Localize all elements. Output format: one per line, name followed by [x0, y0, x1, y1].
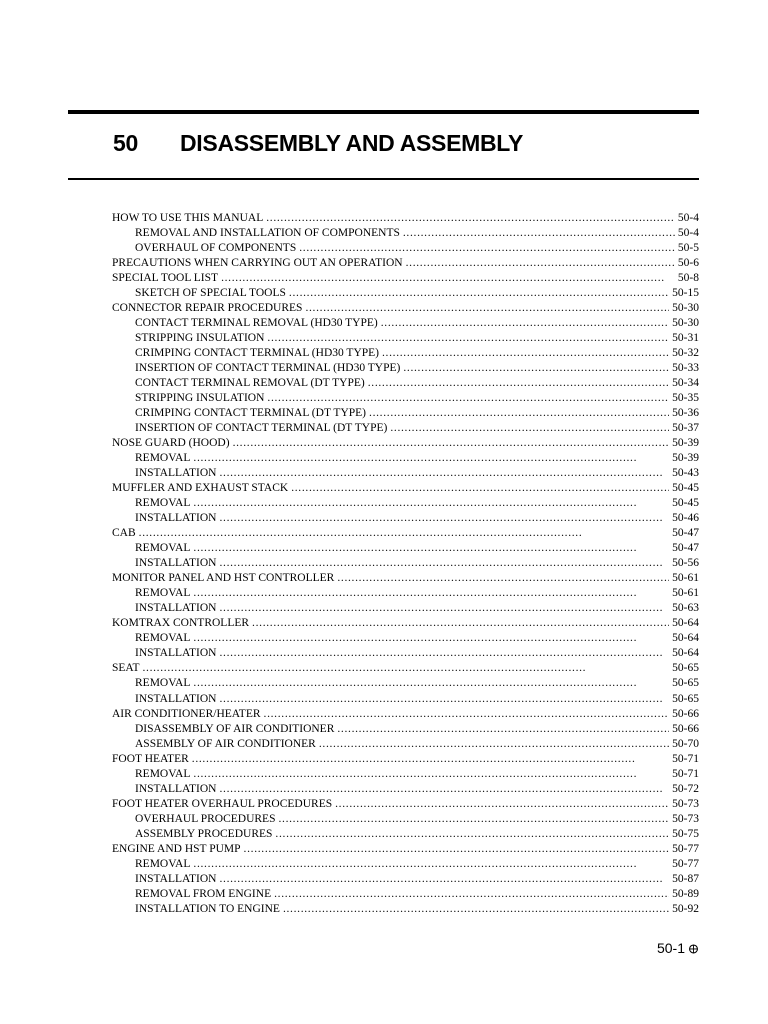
toc-entry-title: FOOT HEATER	[112, 752, 189, 765]
toc-entry-title: KOMTRAX CONTROLLER	[112, 617, 250, 630]
toc-entry	[112, 286, 699, 301]
toc-entry	[112, 211, 699, 226]
toc-dot-leader	[193, 631, 669, 646]
toc-entry-title: REMOVAL FROM ENGINE	[135, 887, 272, 900]
toc-entry-page: 50-65	[672, 677, 699, 690]
toc-entry	[112, 887, 699, 902]
toc-entry-title: CONTACT TERMINAL REMOVAL (DT TYPE)	[135, 377, 365, 390]
toc-dot-leader	[219, 646, 669, 661]
toc-entry	[112, 767, 699, 782]
toc-dot-leader	[264, 707, 670, 722]
toc-entry	[112, 271, 699, 286]
toc-dot-leader	[289, 286, 669, 301]
toc-entry-title: MUFFLER AND EXHAUST STACK	[112, 482, 289, 495]
toc-entry-page: 50-87	[672, 872, 699, 885]
chapter-heading	[113, 126, 523, 160]
toc-entry	[112, 902, 699, 917]
toc-dot-leader	[193, 451, 669, 466]
toc-entry	[112, 511, 699, 526]
toc-entry-page: 50-89	[672, 887, 699, 900]
toc-entry	[112, 676, 699, 691]
top-rule	[68, 110, 699, 114]
toc-dot-leader	[193, 586, 669, 601]
toc-dot-leader	[274, 887, 669, 902]
toc-dot-leader	[233, 436, 670, 451]
toc-entry-title: REMOVAL	[135, 677, 191, 690]
toc-entry-page: 50-4	[677, 212, 699, 224]
toc-entry-title: REMOVAL	[135, 632, 191, 645]
toc-entry	[112, 616, 699, 631]
toc-entry-page: 50-43	[672, 467, 699, 480]
toc-entry-page: 50-73	[672, 812, 699, 825]
toc-entry-title: INSTALLATION TO ENGINE	[135, 902, 280, 915]
toc-entry-title: REMOVAL AND INSTALLATION OF COMPONENTS	[135, 227, 400, 240]
toc-entry	[112, 601, 699, 616]
toc-entry-page: 50-15	[672, 287, 699, 300]
toc-entry-page: 50-73	[672, 797, 699, 810]
toc-entry	[112, 331, 699, 346]
bottom-rule	[68, 178, 699, 180]
toc-entry	[112, 406, 699, 421]
toc-entry	[112, 541, 699, 556]
toc-entry-title: INSTALLATION	[135, 602, 217, 615]
toc-entry	[112, 646, 699, 661]
toc-dot-leader	[305, 301, 669, 316]
toc-entry-page: 50-4	[677, 227, 699, 240]
toc-entry-page: 50-66	[672, 722, 699, 735]
toc-dot-leader	[139, 526, 670, 541]
toc-entry-page: 50-36	[672, 407, 699, 420]
toc-entry-title: INSERTION OF CONTACT TERMINAL (DT TYPE)	[135, 422, 388, 435]
toc-entry-page: 50-37	[672, 422, 699, 435]
toc-entry-title: INSERTION OF CONTACT TERMINAL (HD30 TYPE)	[135, 362, 401, 375]
toc-entry-title: FOOT HEATER OVERHAUL PROCEDURES	[112, 797, 333, 810]
toc-entry-title: ASSEMBLY OF AIR CONDITIONER	[135, 737, 316, 750]
toc-entry-page: 50-5	[677, 242, 699, 255]
toc-dot-leader	[142, 661, 669, 676]
toc-dot-leader	[219, 782, 669, 797]
toc-entry-page: 50-65	[672, 662, 699, 675]
toc-entry-page: 50-72	[672, 782, 699, 795]
toc-dot-leader	[219, 872, 669, 887]
toc-dot-leader	[275, 827, 669, 842]
toc-entry-page: 50-75	[672, 827, 699, 840]
toc-entry-title: SPECIAL TOOL LIST	[112, 272, 219, 285]
toc-entry	[112, 752, 699, 767]
toc-entry-page: 50-77	[672, 857, 699, 870]
toc-entry-page: 50-34	[672, 377, 699, 390]
toc-dot-leader	[368, 376, 669, 391]
toc-dot-leader	[381, 316, 669, 331]
toc-entry-title: INSTALLATION	[135, 512, 217, 525]
toc-entry-title: REMOVAL	[135, 542, 191, 555]
toc-entry	[112, 827, 699, 842]
toc-dot-leader	[193, 676, 669, 691]
toc-entry-page: 50-63	[672, 602, 699, 615]
toc-entry	[112, 241, 699, 256]
toc-entry	[112, 842, 699, 857]
toc-entry	[112, 857, 699, 872]
toc-dot-leader	[192, 752, 669, 767]
toc-entry-title: CRIMPING CONTACT TERMINAL (HD30 TYPE)	[135, 347, 379, 360]
toc-entry-title: INSTALLATION	[135, 557, 217, 570]
toc-entry	[112, 571, 699, 586]
toc-entry-page: 50-64	[672, 647, 699, 660]
toc-entry-title: REMOVAL	[135, 767, 191, 780]
toc-entry-page: 50-71	[672, 752, 699, 765]
toc-dot-leader	[337, 722, 669, 737]
toc-dot-leader	[219, 556, 669, 571]
toc-entry-title: CAB	[112, 527, 136, 540]
toc-dot-leader	[219, 692, 669, 707]
toc-entry-title: CONTACT TERMINAL REMOVAL (HD30 TYPE)	[135, 317, 378, 330]
toc-entry	[112, 812, 699, 827]
toc-entry-page: 50-61	[672, 587, 699, 600]
toc-dot-leader	[193, 541, 669, 556]
page-number: 50-1	[656, 940, 685, 956]
toc-entry-page: 50-30	[672, 302, 699, 315]
toc-entry-title: MONITOR PANEL AND HST CONTROLLER	[112, 572, 335, 585]
toc-entry-page: 50-47	[672, 542, 699, 555]
toc-dot-leader	[252, 616, 669, 631]
toc-entry	[112, 346, 699, 361]
toc-entry-title: REMOVAL	[135, 497, 191, 510]
toc-dot-leader	[369, 406, 669, 421]
toc-entry	[112, 782, 699, 797]
toc-dot-leader	[219, 511, 669, 526]
toc-dot-leader	[221, 271, 675, 286]
toc-entry	[112, 481, 699, 496]
toc-entry	[112, 872, 699, 887]
toc-entry	[112, 797, 699, 812]
toc-entry-title: CRIMPING CONTACT TERMINAL (DT TYPE)	[135, 407, 367, 420]
toc-entry-page: 50-46	[672, 512, 699, 525]
toc-entry	[112, 707, 699, 722]
toc-entry-title: STRIPPING INSULATION	[135, 392, 265, 405]
toc-entry-page: 50-45	[672, 497, 699, 510]
toc-dot-leader	[403, 226, 675, 241]
toc-dot-leader	[299, 241, 675, 256]
toc-entry-page: 50-70	[672, 737, 699, 750]
toc-entry	[112, 451, 699, 466]
toc-dot-leader	[278, 812, 669, 827]
toc-entry-page: 50-56	[672, 557, 699, 570]
toc-entry	[112, 436, 699, 451]
toc-entry-title: REMOVAL	[135, 452, 191, 465]
chapter-title: DISASSEMBLY AND ASSEMBLY	[180, 129, 523, 156]
toc-entry	[112, 631, 699, 646]
toc-entry-title: SKETCH OF SPECIAL TOOLS	[135, 287, 286, 300]
toc-entry	[112, 466, 699, 481]
toc-entry-page: 50-6	[677, 257, 699, 270]
toc-dot-leader	[283, 902, 669, 917]
toc-entry-page: 50-64	[672, 617, 699, 630]
toc-entry-page: 50-61	[672, 572, 699, 585]
circled-mark-icon	[688, 943, 699, 954]
toc-dot-leader	[266, 211, 675, 226]
chapter-number: 50	[113, 129, 138, 156]
toc-entry-title: REMOVAL	[135, 587, 191, 600]
toc-entry-title: CONNECTOR REPAIR PROCEDURES	[112, 302, 303, 315]
toc-entry-page: 50-39	[672, 452, 699, 465]
toc-entry	[112, 722, 699, 737]
toc-dot-leader	[382, 346, 669, 361]
toc-entry-title: ENGINE AND HST PUMP	[112, 842, 241, 855]
toc-entry-title: AIR CONDITIONER/HEATER	[112, 707, 261, 720]
toc-dot-leader	[219, 466, 669, 481]
toc-entry-page: 50-71	[672, 767, 699, 780]
toc-entry-page: 50-39	[672, 437, 699, 450]
toc-entry-page: 50-32	[672, 347, 699, 360]
toc-entry-title: REMOVAL	[135, 857, 191, 870]
toc-entry	[112, 391, 699, 406]
toc-dot-leader	[267, 331, 669, 346]
toc-entry-page: 50-35	[672, 392, 699, 405]
toc-entry-page: 50-8	[677, 272, 699, 285]
toc-entry-page: 50-45	[672, 482, 699, 495]
toc-entry-page: 50-92	[672, 902, 699, 915]
toc-entry-title: OVERHAUL OF COMPONENTS	[135, 242, 297, 255]
toc-dot-leader	[193, 857, 669, 872]
toc-entry	[112, 556, 699, 571]
toc-entry	[112, 421, 699, 436]
toc-entry-page: 50-33	[672, 362, 699, 375]
toc-entry-page: 50-31	[672, 332, 699, 345]
toc-entry-title: NOSE GUARD (HOOD)	[112, 437, 230, 450]
toc-entry-title: INSTALLATION	[135, 782, 217, 795]
toc-dot-leader	[193, 767, 669, 782]
toc-entry-page: 50-65	[672, 692, 699, 705]
table-of-contents	[112, 211, 699, 917]
toc-entry-page: 50-30	[672, 317, 699, 330]
toc-entry	[112, 692, 699, 707]
toc-dot-leader	[219, 601, 669, 616]
toc-entry	[112, 226, 699, 241]
toc-entry-title: OVERHAUL PROCEDURES	[135, 812, 276, 825]
toc-dot-leader	[267, 391, 669, 406]
toc-entry-page: 50-66	[672, 707, 699, 720]
toc-entry	[112, 496, 699, 511]
toc-entry	[112, 737, 699, 752]
toc-entry	[112, 361, 699, 376]
toc-dot-leader	[193, 496, 669, 511]
toc-entry-title: INSTALLATION	[135, 467, 217, 480]
toc-entry	[112, 586, 699, 601]
toc-dot-leader	[390, 421, 669, 436]
toc-entry-title: INSTALLATION	[135, 872, 217, 885]
toc-dot-leader	[337, 571, 669, 586]
toc-entry-title: HOW TO USE THIS MANUAL	[112, 212, 264, 224]
toc-dot-leader	[335, 797, 669, 812]
toc-entry-title: STRIPPING INSULATION	[135, 332, 265, 345]
toc-entry-title: INSTALLATION	[135, 692, 217, 705]
toc-entry	[112, 316, 699, 331]
toc-dot-leader	[403, 361, 669, 376]
toc-entry	[112, 661, 699, 676]
toc-dot-leader	[319, 737, 669, 752]
toc-entry-page: 50-77	[672, 842, 699, 855]
toc-dot-leader	[406, 256, 675, 271]
toc-entry-title: SEAT	[112, 662, 140, 675]
toc-dot-leader	[291, 481, 669, 496]
toc-entry-page: 50-64	[672, 632, 699, 645]
toc-entry-title: INSTALLATION	[135, 647, 217, 660]
toc-entry	[112, 376, 699, 391]
toc-entry	[112, 526, 699, 541]
toc-entry-title: DISASSEMBLY OF AIR CONDITIONER	[135, 722, 335, 735]
toc-entry-title: PRECAUTIONS WHEN CARRYING OUT AN OPERATION	[112, 257, 403, 270]
toc-entry-title: ASSEMBLY PROCEDURES	[135, 827, 273, 840]
toc-dot-leader	[244, 842, 670, 857]
toc-entry-page: 50-47	[672, 527, 699, 540]
toc-entry	[112, 256, 699, 271]
page-footer	[657, 940, 699, 956]
toc-entry	[112, 301, 699, 316]
